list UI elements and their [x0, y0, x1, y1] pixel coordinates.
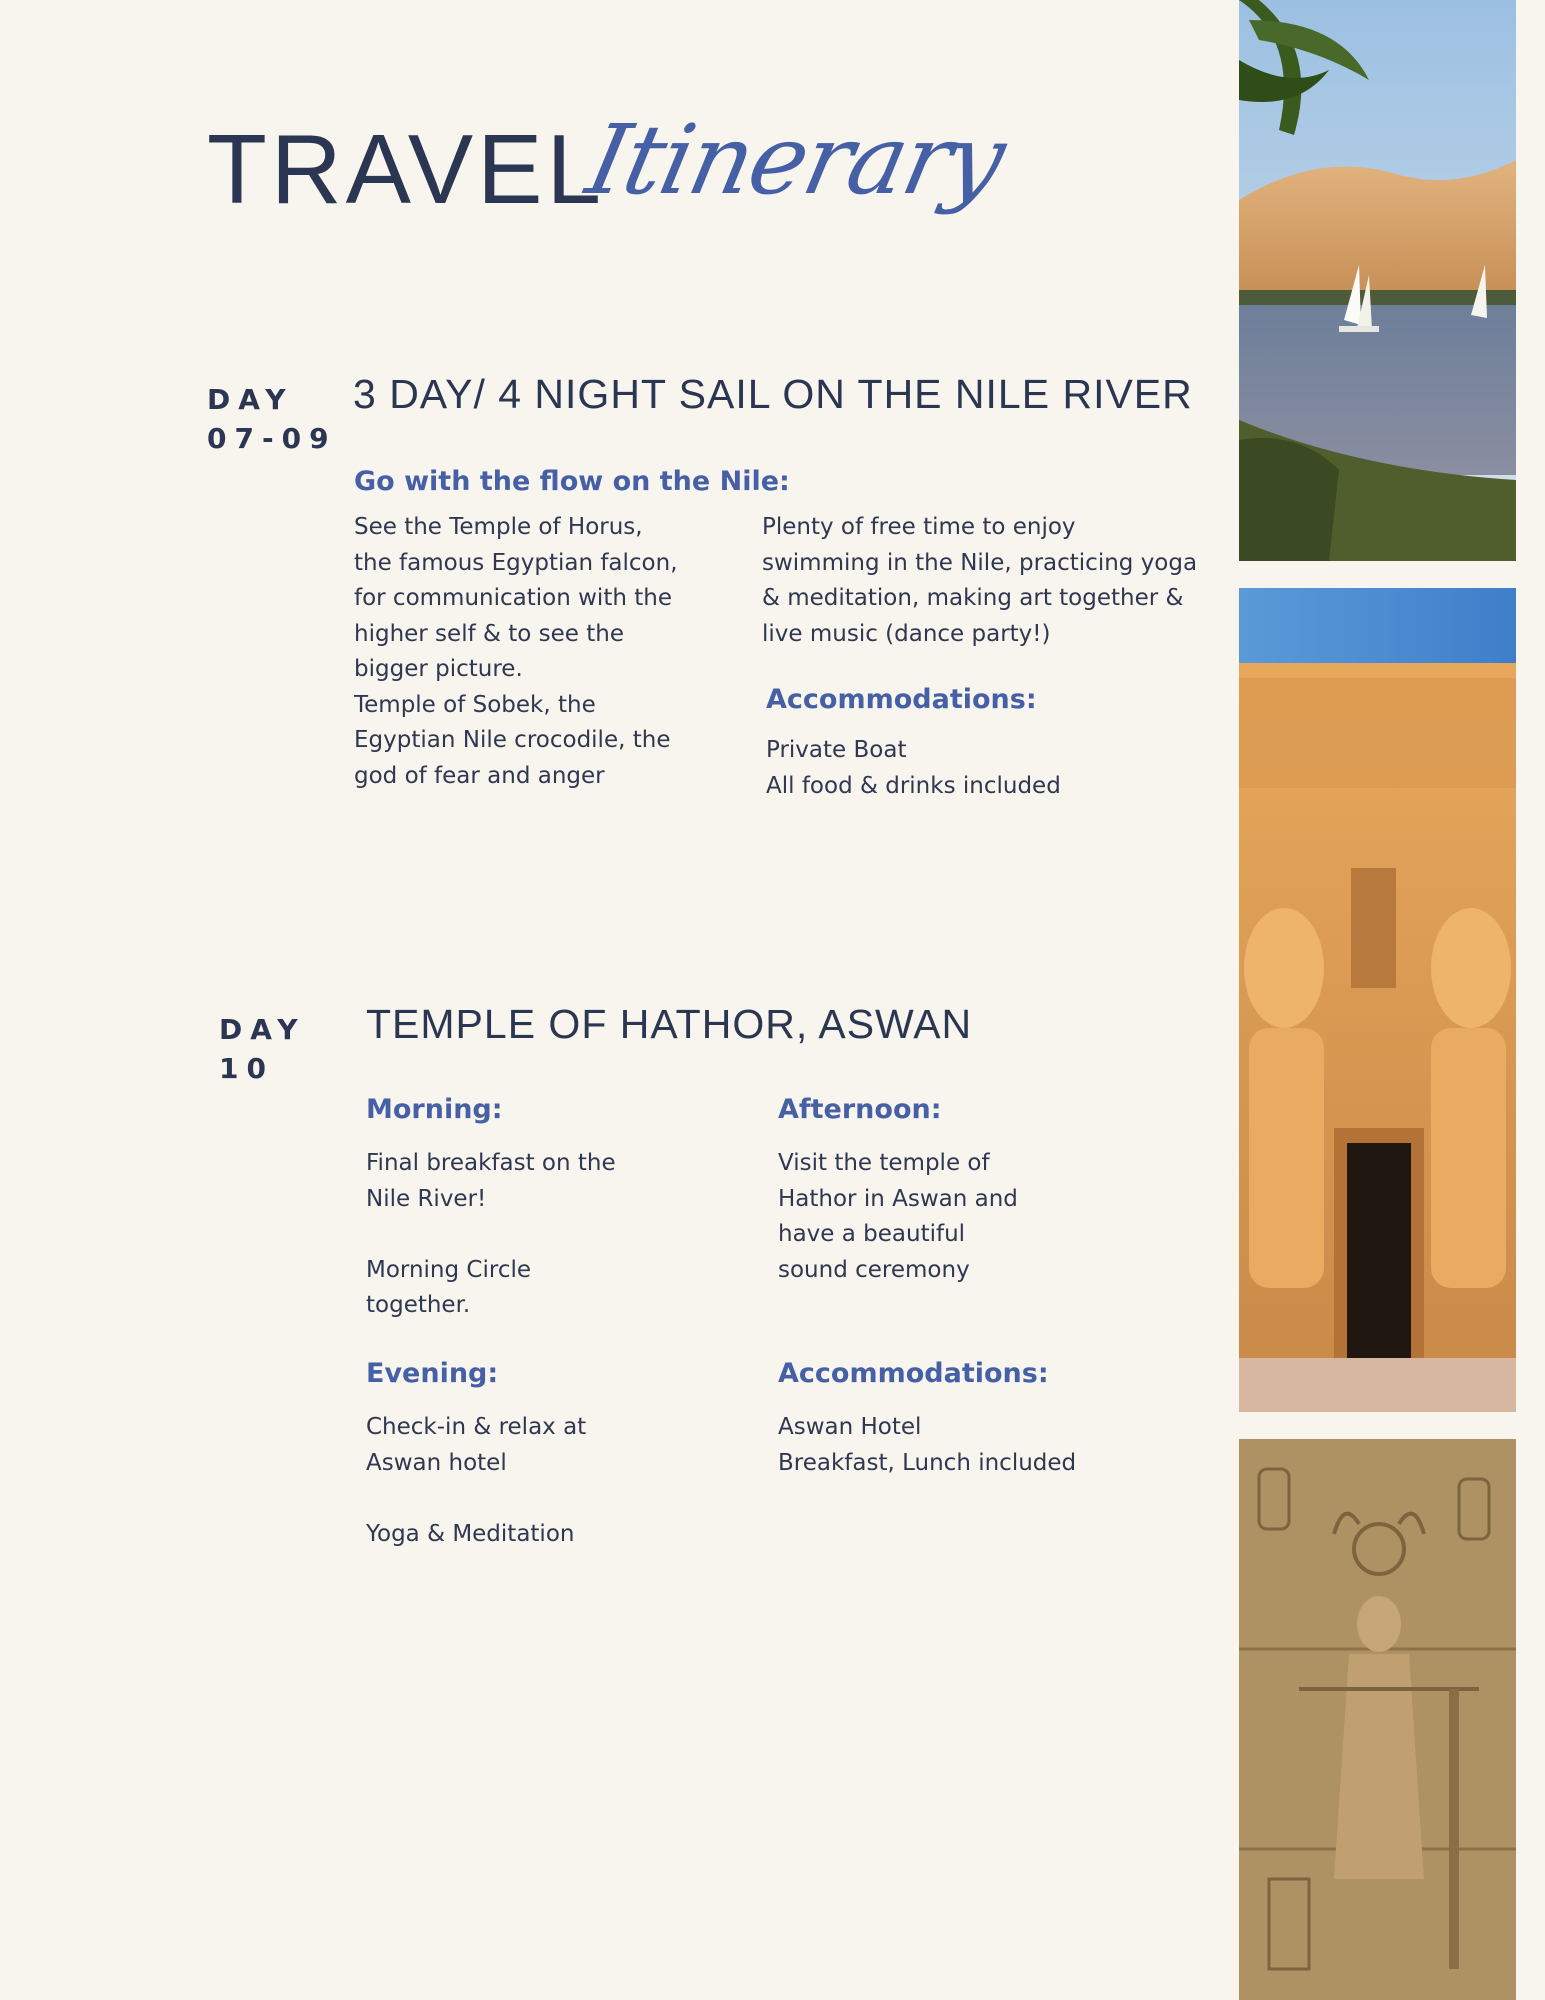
accommodations-text: Aswan Hotel Breakfast, Lunch included [778, 1414, 1077, 1476]
free-time-description: Plenty of free time to enjoy swimming in the Nile, practicing yoga & meditation, making art together & live music (dance party!) [762, 514, 1198, 647]
day-number: 10 [219, 1052, 274, 1085]
day-word: DAY [207, 383, 294, 416]
day-range: 07-09 [207, 422, 337, 455]
afternoon-text: Visit the temple of Hathor in Aswan and have a beautiful sound ceremony [778, 1150, 1018, 1283]
evening-text: Check-in & relax at Aswan hotel Yoga & Meditation [366, 1414, 587, 1547]
day-label [219, 1010, 306, 1088]
accommodations-heading: Accommodations: [766, 684, 1037, 715]
abu-simbel-temple-photo [1239, 588, 1516, 1412]
title-travel: TRAVEL [207, 114, 605, 224]
morning-text: Final breakfast on the Nile River! Morning Circle together. [366, 1150, 616, 1318]
accommodations-text: Private Boat All food & drinks included [766, 737, 1061, 799]
evening-heading: Evening: [366, 1358, 499, 1389]
accommodations-heading: Accommodations: [778, 1358, 1049, 1389]
nile-sailboats-photo [1239, 0, 1516, 561]
subhead-go-with-flow: Go with the flow on the Nile: [354, 466, 790, 497]
temples-description: See the Temple of Horus, the famous Egyptian falcon, for communication with the higher self & to see the bigger picture. Temple of Sobek, the Egyptian Nile crocodile, the god of fear and anger [354, 514, 678, 789]
section-title-hathor: TEMPLE OF HATHOR, ASWAN [366, 1001, 973, 1047]
day-word: DAY [219, 1013, 306, 1046]
morning-heading: Morning: [366, 1094, 503, 1125]
section-title-nile-sail: 3 DAY/ 4 NIGHT SAIL ON THE NILE RIVER [353, 371, 1193, 417]
day-label [207, 380, 337, 458]
hathor-relief-photo [1239, 1439, 1516, 2000]
afternoon-heading: Afternoon: [778, 1094, 942, 1125]
title-itinerary: Itinerary [578, 104, 1013, 216]
